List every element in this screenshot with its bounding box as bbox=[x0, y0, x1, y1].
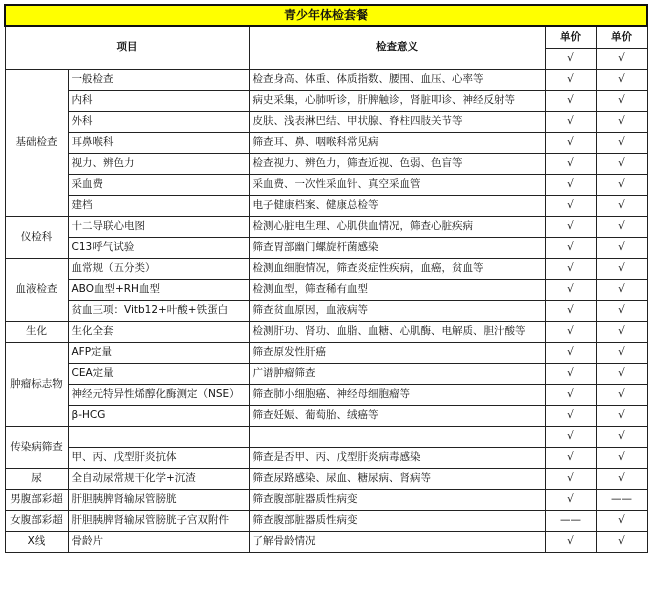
meaning-cell: 检查视力、辨色力，筛查近视、色弱、色盲等 bbox=[249, 154, 545, 175]
table-row bbox=[5, 406, 647, 427]
meaning-cell: 电子健康档案、健康总检等 bbox=[249, 196, 545, 217]
table-row bbox=[5, 343, 647, 364]
item-cell: β-HCG bbox=[68, 406, 249, 427]
header-row bbox=[5, 26, 647, 49]
table-row bbox=[5, 196, 647, 217]
item-cell: 全自动尿常规干化学+沉渣 bbox=[68, 469, 249, 490]
price-check-1: √ bbox=[545, 490, 596, 511]
price-check-2: √ bbox=[596, 532, 647, 553]
price-check-2: √ bbox=[596, 238, 647, 259]
price-check-2: √ bbox=[596, 511, 647, 532]
meaning-cell: 筛查尿路感染、尿血、糖尿病、肾病等 bbox=[249, 469, 545, 490]
title-row bbox=[5, 5, 647, 26]
price-check-1: √ bbox=[545, 154, 596, 175]
price-check-2: √ bbox=[596, 301, 647, 322]
table-row bbox=[5, 70, 647, 91]
table-row bbox=[5, 490, 647, 511]
item-cell: 血常规（五分类） bbox=[68, 259, 249, 280]
price-check-2: √ bbox=[596, 133, 647, 154]
table-title: 青少年体检套餐 bbox=[5, 5, 647, 26]
meaning-cell: 筛查肺小细胞癌、神经母细胞瘤等 bbox=[249, 385, 545, 406]
price-check-1: √ bbox=[545, 343, 596, 364]
item-cell: C13呼气试验 bbox=[68, 238, 249, 259]
category-cell: 肿瘤标志物 bbox=[5, 343, 68, 427]
table-row bbox=[5, 280, 647, 301]
meaning-cell: 筛查耳、鼻、咽喉科常见病 bbox=[249, 133, 545, 154]
header-check-2: √ bbox=[596, 49, 647, 70]
price-check-1: √ bbox=[545, 133, 596, 154]
document-page bbox=[0, 4, 650, 608]
item-cell: 骨龄片 bbox=[68, 532, 249, 553]
header-price-2: 单价 bbox=[596, 26, 647, 49]
category-cell: 生化 bbox=[5, 322, 68, 343]
category-cell: 传染病筛查 bbox=[5, 427, 68, 469]
price-check-2: √ bbox=[596, 364, 647, 385]
item-cell: 耳鼻喉科 bbox=[68, 133, 249, 154]
item-cell: 视力、辨色力 bbox=[68, 154, 249, 175]
category-cell: 男腹部彩超 bbox=[5, 490, 68, 511]
item-cell: 肝胆胰脾肾输尿管膀胱子宫双附件 bbox=[68, 511, 249, 532]
meaning-cell: 皮肤、浅表淋巴结、甲状腺、脊柱四肢关节等 bbox=[249, 112, 545, 133]
meaning-cell: 采血费、一次性采血针、真空采血管 bbox=[249, 175, 545, 196]
price-check-2: √ bbox=[596, 322, 647, 343]
table-row bbox=[5, 238, 647, 259]
category-cell: 尿 bbox=[5, 469, 68, 490]
item-cell: 建档 bbox=[68, 196, 249, 217]
price-check-1: √ bbox=[545, 91, 596, 112]
item-cell: 十二导联心电图 bbox=[68, 217, 249, 238]
meaning-cell: 检测血细胞情况，筛查炎症性疾病，血癌，贫血等 bbox=[249, 259, 545, 280]
item-cell: 内科 bbox=[68, 91, 249, 112]
table-row bbox=[5, 259, 647, 280]
header-check-1: √ bbox=[545, 49, 596, 70]
item-cell: 神经元特异性烯醇化酶测定（NSE） bbox=[68, 385, 249, 406]
price-check-1: √ bbox=[545, 70, 596, 91]
price-check-1: √ bbox=[545, 385, 596, 406]
price-check-1: √ bbox=[545, 301, 596, 322]
meaning-cell: 筛查妊娠、葡萄胎、绒癌等 bbox=[249, 406, 545, 427]
table-row bbox=[5, 364, 647, 385]
item-cell: 外科 bbox=[68, 112, 249, 133]
table-row bbox=[5, 301, 647, 322]
price-check-2: √ bbox=[596, 175, 647, 196]
price-check-2: √ bbox=[596, 154, 647, 175]
item-cell: 甲、丙、戊型肝炎抗体 bbox=[68, 448, 249, 469]
price-check-1: √ bbox=[545, 427, 596, 448]
meaning-cell: 检测心脏电生理、心肌供血情况，筛查心脏疾病 bbox=[249, 217, 545, 238]
price-check-2: √ bbox=[596, 259, 647, 280]
price-check-2: √ bbox=[596, 343, 647, 364]
table-row bbox=[5, 217, 647, 238]
price-check-1: √ bbox=[545, 280, 596, 301]
price-check-2: √ bbox=[596, 112, 647, 133]
category-cell: 女腹部彩超 bbox=[5, 511, 68, 532]
meaning-cell: 筛查是否甲、丙、戊型肝炎病毒感染 bbox=[249, 448, 545, 469]
meaning-cell: 筛查贫血原因，血液病等 bbox=[249, 301, 545, 322]
header-meaning: 检查意义 bbox=[249, 26, 545, 70]
table-row bbox=[5, 175, 647, 196]
price-check-2: √ bbox=[596, 406, 647, 427]
meaning-cell: 病史采集，心肺听诊，肝脾触诊，肾脏叩诊、神经反射等 bbox=[249, 91, 545, 112]
category-cell: 血液检查 bbox=[5, 259, 68, 322]
meaning-cell: 广谱肿瘤筛查 bbox=[249, 364, 545, 385]
price-check-1: √ bbox=[545, 364, 596, 385]
table-row bbox=[5, 385, 647, 406]
header-price-1: 单价 bbox=[545, 26, 596, 49]
price-check-1: √ bbox=[545, 406, 596, 427]
price-check-2: √ bbox=[596, 217, 647, 238]
price-check-2: —— bbox=[596, 490, 647, 511]
meaning-cell: 检查身高、体重、体质指数、腰围、血压、心率等 bbox=[249, 70, 545, 91]
price-check-2: √ bbox=[596, 196, 647, 217]
table-row bbox=[5, 322, 647, 343]
price-check-1: √ bbox=[545, 469, 596, 490]
price-check-2: √ bbox=[596, 70, 647, 91]
price-check-1: —— bbox=[545, 511, 596, 532]
price-check-2: √ bbox=[596, 91, 647, 112]
item-cell bbox=[68, 427, 249, 448]
item-cell: ABO血型+RH血型 bbox=[68, 280, 249, 301]
category-cell: 仪检科 bbox=[5, 217, 68, 259]
price-check-1: √ bbox=[545, 259, 596, 280]
price-check-1: √ bbox=[545, 196, 596, 217]
price-check-1: √ bbox=[545, 532, 596, 553]
table-row bbox=[5, 448, 647, 469]
price-check-1: √ bbox=[545, 322, 596, 343]
price-check-1: √ bbox=[545, 112, 596, 133]
table-row bbox=[5, 112, 647, 133]
price-check-2: √ bbox=[596, 469, 647, 490]
meaning-cell: 检测肝功、肾功、血脂、血糖、心肌酶、电解质、胆汁酸等 bbox=[249, 322, 545, 343]
table-row bbox=[5, 133, 647, 154]
price-check-1: √ bbox=[545, 217, 596, 238]
item-cell: 肝胆胰脾肾输尿管膀胱 bbox=[68, 490, 249, 511]
meaning-cell: 筛查原发性肝癌 bbox=[249, 343, 545, 364]
table-row bbox=[5, 511, 647, 532]
table-row bbox=[5, 91, 647, 112]
item-cell: 采血费 bbox=[68, 175, 249, 196]
price-check-1: √ bbox=[545, 448, 596, 469]
category-cell: 基础检查 bbox=[5, 70, 68, 217]
table-row bbox=[5, 427, 647, 448]
price-check-2: √ bbox=[596, 448, 647, 469]
meaning-cell bbox=[249, 427, 545, 448]
item-cell: 一般检查 bbox=[68, 70, 249, 91]
meaning-cell: 筛查腹部脏器质性病变 bbox=[249, 511, 545, 532]
price-check-2: √ bbox=[596, 385, 647, 406]
item-cell: 生化全套 bbox=[68, 322, 249, 343]
table-row bbox=[5, 532, 647, 553]
header-item: 项目 bbox=[5, 26, 249, 70]
meaning-cell: 了解骨龄情况 bbox=[249, 532, 545, 553]
item-cell: 贫血三项：Vitb12+叶酸+铁蛋白 bbox=[68, 301, 249, 322]
meaning-cell: 检测血型，筛查稀有血型 bbox=[249, 280, 545, 301]
item-cell: AFP定量 bbox=[68, 343, 249, 364]
table-row bbox=[5, 469, 647, 490]
category-cell: X线 bbox=[5, 532, 68, 553]
checkup-table bbox=[4, 4, 648, 553]
meaning-cell: 筛查胃部幽门螺旋杆菌感染 bbox=[249, 238, 545, 259]
price-check-1: √ bbox=[545, 175, 596, 196]
item-cell: CEA定量 bbox=[68, 364, 249, 385]
meaning-cell: 筛查腹部脏器质性病变 bbox=[249, 490, 545, 511]
table-row bbox=[5, 154, 647, 175]
price-check-2: √ bbox=[596, 280, 647, 301]
price-check-1: √ bbox=[545, 238, 596, 259]
price-check-2: √ bbox=[596, 427, 647, 448]
